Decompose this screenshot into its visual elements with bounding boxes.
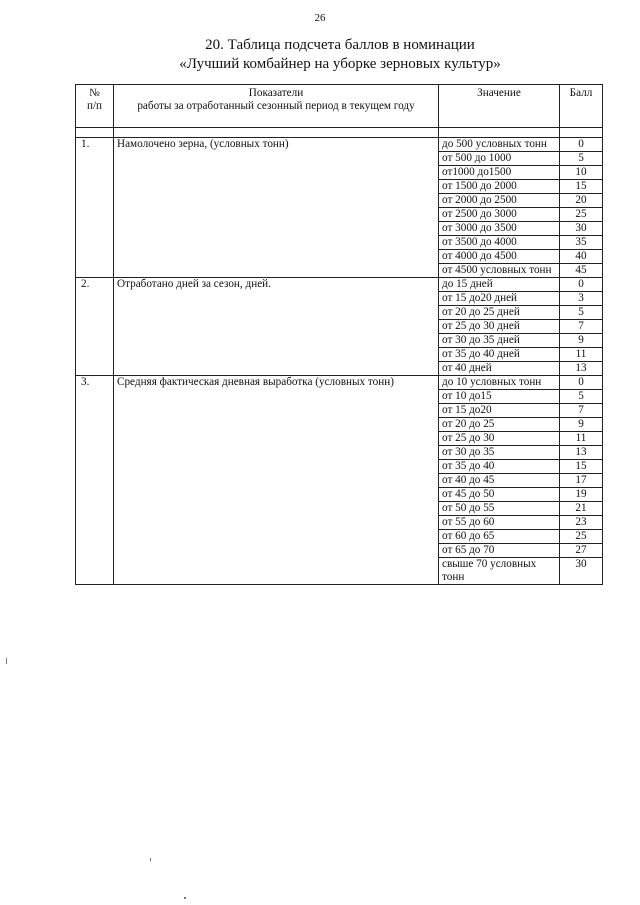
value-cell: от 10 до15 — [439, 390, 560, 404]
value-cell: от 4000 до 4500 — [439, 250, 560, 264]
points-cell: 19 — [560, 488, 603, 502]
points-cell: 30 — [560, 558, 603, 585]
points-cell: 13 — [560, 362, 603, 376]
margin-mark — [6, 658, 7, 664]
value-cell: до 10 условных тонн — [439, 376, 560, 390]
section-indicator: Намолочено зерна, (условных тонн) — [114, 138, 439, 278]
value-cell: от 3000 до 3500 — [439, 222, 560, 236]
section-indicator: Отработано дней за сезон, дней. — [114, 278, 439, 376]
points-cell: 25 — [560, 208, 603, 222]
points-cell: 0 — [560, 376, 603, 390]
points-cell: 7 — [560, 404, 603, 418]
score-table — [75, 84, 603, 585]
value-cell: от 40 дней — [439, 362, 560, 376]
points-cell: 20 — [560, 194, 603, 208]
points-cell: 5 — [560, 152, 603, 166]
section-number: 1. — [76, 138, 114, 278]
section-number: 3. — [76, 376, 114, 585]
value-cell: от 35 до 40 дней — [439, 348, 560, 362]
value-cell: до 500 условных тонн — [439, 138, 560, 152]
points-cell: 9 — [560, 334, 603, 348]
value-cell: от 2500 до 3000 — [439, 208, 560, 222]
points-cell: 13 — [560, 446, 603, 460]
value-cell: от 30 до 35 дней — [439, 334, 560, 348]
header-number-line-2: п/п — [86, 100, 103, 112]
header-indicators-line-1: Показатели — [248, 87, 304, 99]
spacer-cell — [560, 128, 603, 138]
value-cell: от 50 до 55 — [439, 502, 560, 516]
table-row — [76, 278, 603, 292]
header-indicators-line-2: работы за отработанный сезонный период в текущем году — [137, 100, 415, 112]
points-cell: 27 — [560, 544, 603, 558]
value-cell: от 55 до 60 — [439, 516, 560, 530]
points-cell: 21 — [560, 502, 603, 516]
value-cell: от 15 до20 — [439, 404, 560, 418]
spacer-cell — [76, 128, 114, 138]
margin-mark — [184, 897, 186, 899]
spacer-cell — [439, 128, 560, 138]
page-title — [0, 36, 640, 74]
margin-mark — [150, 858, 151, 861]
value-cell: от 3500 до 4000 — [439, 236, 560, 250]
points-cell: 25 — [560, 530, 603, 544]
value-cell: от 1500 до 2000 — [439, 180, 560, 194]
points-cell: 0 — [560, 278, 603, 292]
value-cell: от 500 до 1000 — [439, 152, 560, 166]
points-cell: 10 — [560, 166, 603, 180]
points-cell: 45 — [560, 264, 603, 278]
table-body — [76, 138, 603, 585]
value-cell: от 25 до 30 дней — [439, 320, 560, 334]
points-cell: 5 — [560, 390, 603, 404]
section-indicator: Средняя фактическая дневная выработка (условных тонн) — [114, 376, 439, 585]
value-cell: свыше 70 условных тонн — [439, 558, 560, 585]
points-cell: 15 — [560, 460, 603, 474]
title-line-2: «Лучший комбайнер на уборке зерновых культур» — [179, 56, 501, 72]
header-spacer-row — [76, 128, 603, 138]
spacer-cell — [114, 128, 439, 138]
value-cell: до 15 дней — [439, 278, 560, 292]
page-number: 26 — [314, 12, 326, 24]
points-cell: 23 — [560, 516, 603, 530]
value-cell: от 65 до 70 — [439, 544, 560, 558]
value-cell: от 25 до 30 — [439, 432, 560, 446]
value-cell: от 45 до 50 — [439, 488, 560, 502]
header-number — [76, 85, 114, 128]
section-number: 2. — [76, 278, 114, 376]
points-cell: 0 — [560, 138, 603, 152]
header-indicators — [114, 85, 439, 128]
header-number-line-1: № — [89, 87, 100, 99]
value-cell: от 40 до 45 — [439, 474, 560, 488]
points-cell: 40 — [560, 250, 603, 264]
points-cell: 5 — [560, 306, 603, 320]
value-cell: от 20 до 25 дней — [439, 306, 560, 320]
table-row — [76, 138, 603, 152]
value-cell: от 2000 до 2500 — [439, 194, 560, 208]
points-cell: 35 — [560, 236, 603, 250]
points-cell: 15 — [560, 180, 603, 194]
points-cell: 11 — [560, 432, 603, 446]
value-cell: от 20 до 25 — [439, 418, 560, 432]
points-cell: 7 — [560, 320, 603, 334]
value-cell: от1000 до1500 — [439, 166, 560, 180]
value-cell: от 35 до 40 — [439, 460, 560, 474]
value-cell: от 15 до20 дней — [439, 292, 560, 306]
value-cell: от 60 до 65 — [439, 530, 560, 544]
header-points: Балл — [560, 85, 603, 128]
table-row — [76, 376, 603, 390]
header-value: Значение — [439, 85, 560, 128]
table-header-row — [76, 85, 603, 128]
value-cell: от 30 до 35 — [439, 446, 560, 460]
points-cell: 9 — [560, 418, 603, 432]
points-cell: 17 — [560, 474, 603, 488]
points-cell: 11 — [560, 348, 603, 362]
points-cell: 30 — [560, 222, 603, 236]
value-cell: от 4500 условных тонн — [439, 264, 560, 278]
points-cell: 3 — [560, 292, 603, 306]
title-line-1: 20. Таблица подсчета баллов в номинации — [205, 37, 475, 53]
